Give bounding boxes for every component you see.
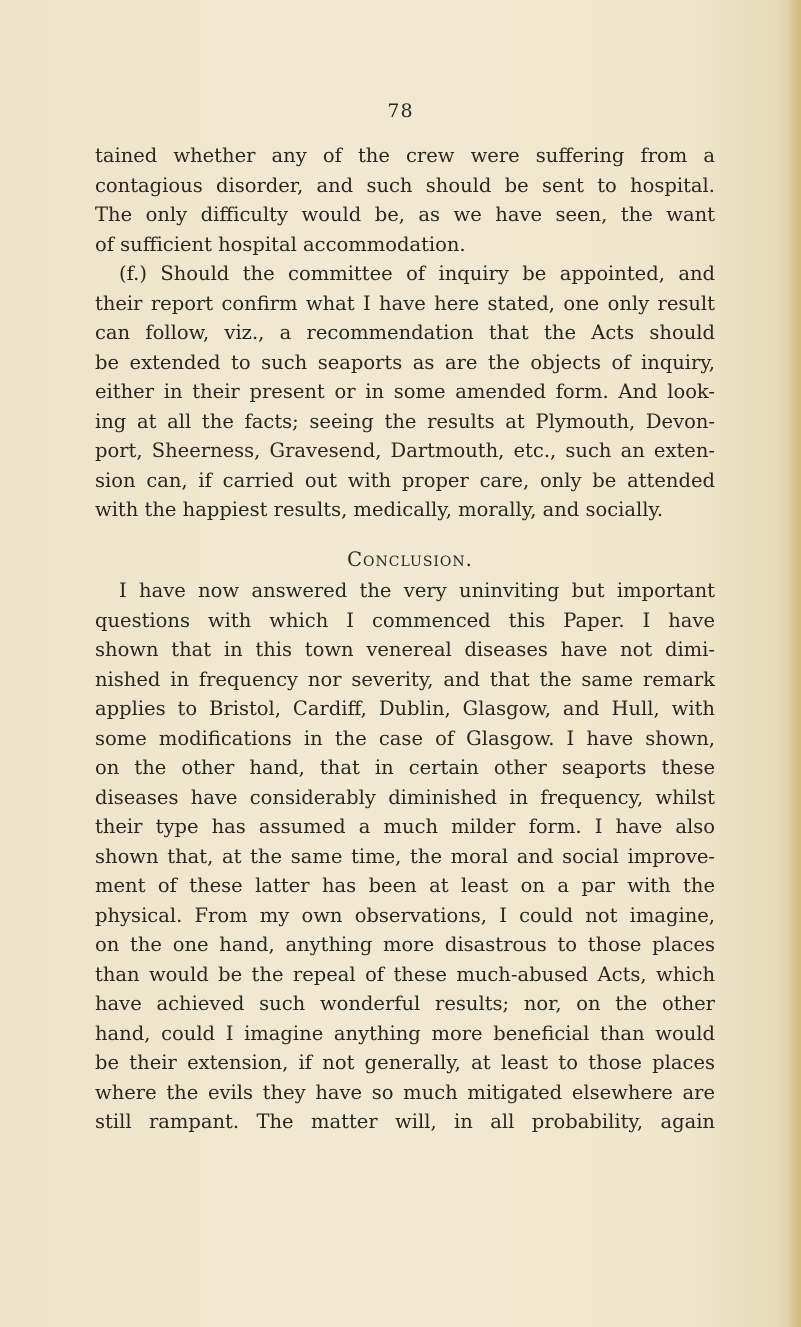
text-line: of sufficient hospital accommodation. <box>95 232 466 256</box>
text-line: on the other hand, that in certain other seaports these <box>95 756 715 779</box>
text-line: have achieved such wonderful results; nor, on the other <box>95 992 715 1015</box>
section-heading: Conclusion. <box>347 547 473 571</box>
text-line: ing at all the facts; seeing the results at Plymouth, Devon- <box>95 409 715 433</box>
text-line: port, Sheerness, Gravesend, Dartmouth, etc., such an exten- <box>95 439 715 462</box>
text-line: contagious disorder, and such should be sent to hospital. <box>95 173 715 197</box>
text-line: than would be the repeal of these much-abused Acts, which <box>95 962 715 986</box>
text-line: on the one hand, anything more disastrous to those places <box>95 933 715 956</box>
text-line: applies to Bristol, Cardiff, Dublin, Glasgow, and Hull, with <box>95 697 715 720</box>
page-edge-shadow <box>787 0 801 1327</box>
text-line: The only difficulty would be, as we have seen, the want <box>95 203 715 226</box>
page-number: 78 <box>387 100 414 122</box>
text-line: I have now answered the very uninviting but important <box>119 579 715 602</box>
text-line: shown that in this town venereal diseases have not dimi- <box>95 638 715 661</box>
text-line: where the evils they have so much mitigated elsewhere are <box>95 1080 715 1104</box>
text-line: hand, could I imagine anything more beneficial than would <box>95 1021 715 1045</box>
text-line: can follow, viz., a recommendation that the Acts should <box>95 321 715 344</box>
text-line: either in their present or in some amended form. And look- <box>95 380 715 403</box>
text-line: diseases have considerably diminished in frequency, whilst <box>95 785 715 809</box>
text-line: ment of these latter has been at least on a par with the <box>95 874 715 897</box>
text-line: sion can, if carried out with proper care, only be attended <box>95 468 715 492</box>
text-line: nished in frequency nor severity, and that the same remark <box>95 667 715 691</box>
text-line: shown that, at the same time, the moral and social improve- <box>95 844 715 868</box>
text-line: their report confirm what I have here stated, one only result <box>95 291 715 315</box>
text-line: questions with which I commenced this Paper. I have <box>95 608 715 632</box>
text-line: their type has assumed a much milder form. I have also <box>95 815 715 838</box>
text-line: physical. From my own observations, I could not imagine, <box>95 903 715 927</box>
text-line: still rampant. The matter will, in all probability, again <box>95 1110 715 1133</box>
text-line: (f.) Should the committee of inquiry be appointed, and <box>119 262 715 285</box>
text-line: be their extension, if not generally, at least to those places <box>95 1051 715 1074</box>
text-line: tained whether any of the crew were suffering from a <box>95 144 715 167</box>
body-text <box>95 141 715 1137</box>
text-line: with the happiest results, medically, morally, and socially. <box>95 498 664 521</box>
text-line: some modifications in the case of Glasgow. I have shown, <box>95 726 715 750</box>
text-line: be extended to such seaports as are the objects of inquiry, <box>95 350 715 374</box>
